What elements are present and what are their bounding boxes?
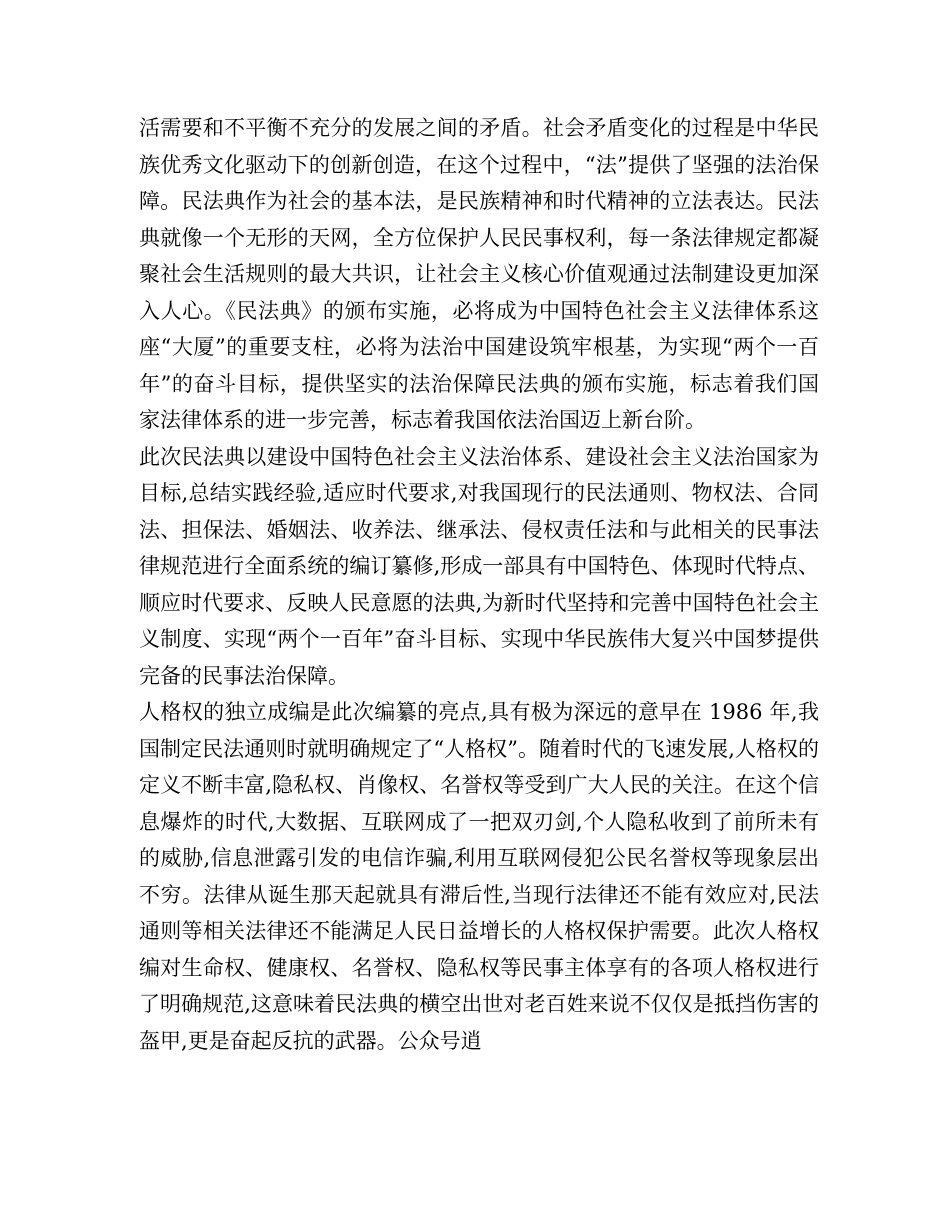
paragraph-personality-rights: 人格权的独立成编是此次编纂的亮点,具有极为深远的意早在 1986 年,我国制定民法通则时就明确规定了“人格权”。随着时代的飞速发展,人格权的定义不断丰富,隐私权、肖像权、名誉权等受到广大人民的关注。在这个信息爆炸的时代,大数据、互联网成了一把双刃剑,个人隐私收到了前所未有的威胁,信息泄露引发的电信诈骗,利用互联网侵犯公民名誉权等现象层出不穷。法律从诞生那天起就具有滞后性,当现行法律还不能有效应对,民法通则等相关法律还不能满足人民日益增长的人格权保护需要。此次人格权编对生命权、健康权、名誉权、隐私权等民事主体享有的各项人格权进行了明确规范,这意味着民法典的横空出世对老百姓来说不仅仅是抵挡伤害的盔甲,更是奋起反抗的武器。公众号逍 <box>139 700 819 1053</box>
paragraph-social-contradiction: 活需要和不平衡不充分的发展之间的矛盾。社会矛盾变化的过程是中华民族优秀文化驱动下的创新创造，在这个过程中，“法”提供了坚强的法治保障。民法典作为社会的基本法，是民族精神和时代精神的立法表达。民法典就像一个无形的天网，全方位保护人民民事权利，每一条法律规定都凝聚社会生活规则的最大共识，让社会主义核心价值观通过法制建设更加深入人心。《民法典》的颁布实施，必将成为中国特色社会主义法律体系这座“大厦”的重要支柱，必将为法治中国建设筑牢根基，为实现“两个一百年”的奋斗目标，提供坚实的法治保障民法典的颁布实施，标志着我们国家法律体系的进一步完善，标志着我国依法治国迈上新台阶。 <box>139 116 819 432</box>
paragraph-civil-code-goals: 此次民法典以建设中国特色社会主义法治体系、建设社会主义法治国家为目标,总结实践经验,适应时代要求,对我国现行的民法通则、物权法、合同法、担保法、婚姻法、收养法、继承法、侵权责任法和与此相关的民事法律规范进行全面系统的编订纂修,形成一部具有中国特色、体现时代特点、顺应时代要求、反映人民意愿的法典,为新时代坚持和完善中国特色社会主义制度、实现“两个一百年”奋斗目标、实现中华民族伟大复兴中国梦提供完备的民事法治保障。 <box>139 444 819 688</box>
document-body <box>139 110 819 1059</box>
